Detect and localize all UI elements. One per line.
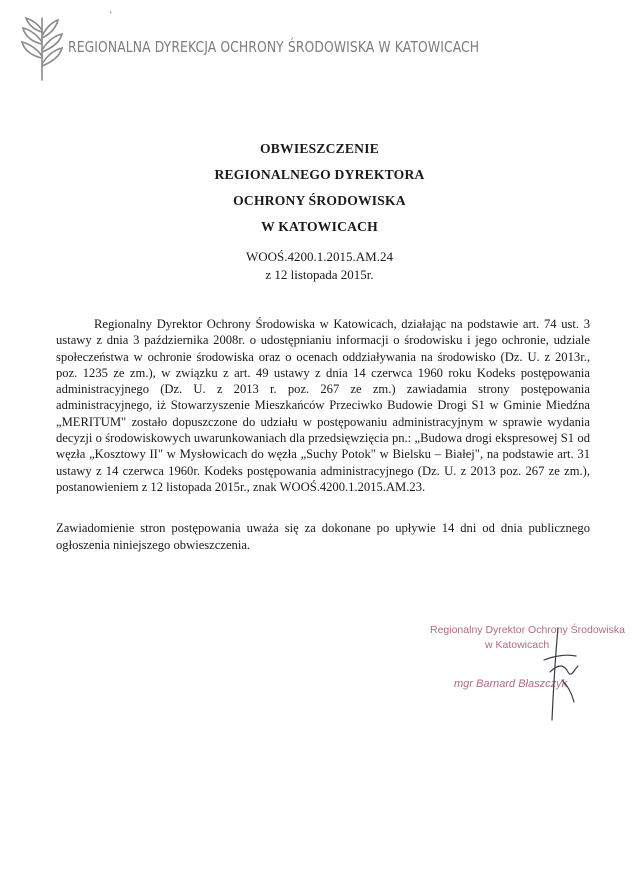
letterhead bbox=[20, 14, 620, 84]
handwritten-signature-icon bbox=[538, 620, 598, 730]
stamp-signatory: mgr Barnard Błaszczyk bbox=[454, 678, 568, 690]
title-line-4: W KATOWICACH bbox=[261, 219, 378, 234]
reference-number: WOOŚ.4200.1.2015.AM.24 bbox=[246, 249, 393, 264]
leaf-logo-icon bbox=[20, 14, 66, 82]
title-line-2: REGIONALNEGO DYREKTORA bbox=[214, 167, 425, 182]
reference-date: z 12 listopada 2015r. bbox=[265, 267, 374, 282]
reference-block bbox=[0, 248, 639, 284]
notice-body bbox=[56, 316, 590, 553]
notice-title bbox=[0, 136, 639, 240]
stamp-title: Regionalny Dyrektor Ochrony Środowiska bbox=[430, 624, 625, 636]
body-paragraph-1: Regionalny Dyrektor Ochrony Środowiska w Katowicach, działając na podstawie art. 74 ust. 3 ustawy z dnia 3 października 2008r. o udostępnianiu informacji o środowisku i jego ochronie, udziale społeczeństwa w ochronie środowiska oraz o ocenach oddziaływania na środowisko (Dz. U. z 2013r., poz. 1235 ze zm.), w związku z art. 49 ustawy z dnia 14 czerwca 1960 roku Kodeks postępowania administracyjnego (Dz. U. z 2013 r. poz. 267 ze zm.) zawiadamia strony postępowania administracyjnego, iż Stowarzyszenie Mieszkańców Przeciwko Budowie Drogi S1 w Gminie Miedźna „MERITUM" zostało dopuszczone do udziału w postępowaniu administracyjnym w sprawie wydania decyzji o środowiskowych uwarunkowaniach dla przedsięwzięcia pn.: „Budowa drogi ekspresowej S1 od węzła „Kosztowy II" w Mysłowicach do węzła „Suchy Potok" w Bielsku – Białej", na podstawie art. 31 ustawy z 14 czerwca 1960r. Kodeks postępowania administracyjnego (Dz. U. z 2013 poz. 267 ze zm.), postanowieniem z 12 listopada 2015r., znak WOOŚ.4200.1.2015.AM.23. bbox=[56, 317, 590, 494]
body-paragraph-2: Zawiadomienie stron postępowania uważa się za dokonane po upływie 14 dni od dnia publicznego ogłoszenia niniejszego obwieszczenia. bbox=[56, 521, 590, 552]
title-line-1: OBWIESZCZENIE bbox=[260, 141, 379, 156]
title-line-3: OCHRONY ŚRODOWISKA bbox=[233, 193, 406, 208]
margin-mark: ' bbox=[110, 10, 112, 20]
stamp-location: w Katowicach bbox=[485, 639, 550, 651]
agency-name: REGIONALNA DYREKCJA OCHRONY ŚRODOWISKA W KATOWICACH bbox=[68, 38, 480, 56]
